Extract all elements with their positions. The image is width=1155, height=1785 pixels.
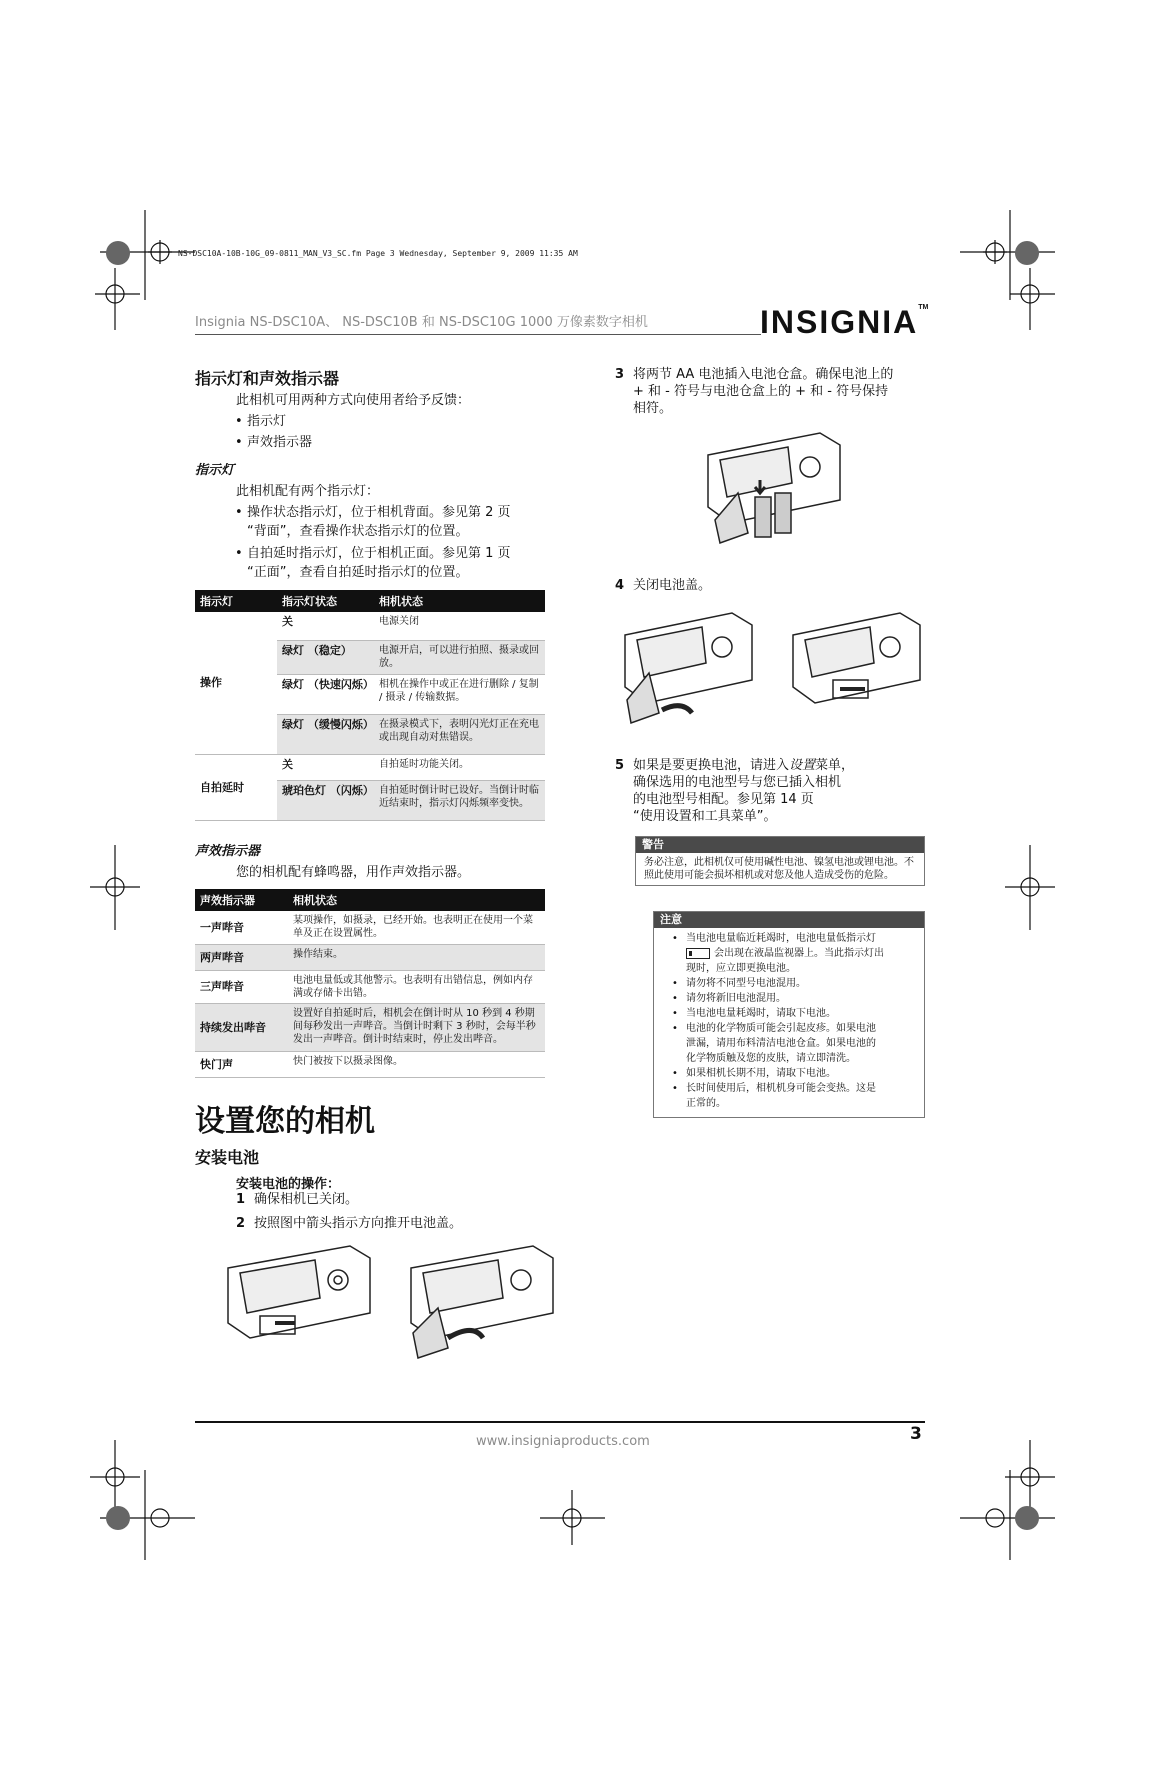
bullet-item: • 声效指示器	[247, 432, 312, 453]
table-row	[195, 1051, 545, 1077]
table-row	[195, 944, 545, 970]
table-header: 相机状态	[288, 889, 545, 911]
camera-state: 电源开启，可以进行拍照、摄录或回放。	[374, 640, 545, 674]
bullet-continuation: “背面”，查看操作状态指示灯的位置。	[247, 524, 469, 539]
procedure-title: 安装电池的操作：	[236, 1177, 341, 1192]
sound-name: 三声哔音	[195, 970, 288, 1003]
camera-state: 自拍延时功能关闭。	[374, 754, 545, 780]
step-5-line2: 确保选用的电池型号与您已插入相机	[633, 775, 842, 790]
step-3-line3: 相符。	[633, 401, 673, 416]
step-2: 2 按照图中箭头指示方向推开电池盖。	[236, 1216, 463, 1231]
subheading-lights: 指示灯	[195, 463, 235, 478]
note-item: • 请勿将不同型号电池混用。	[654, 976, 920, 991]
table-row	[195, 1003, 545, 1051]
camera-illustration-open-cover-2	[403, 1238, 558, 1363]
light-state: 绿灯 （缓慢闪烁）	[277, 714, 374, 754]
step-4: 4 关闭电池盖。	[615, 578, 712, 593]
warning-box	[635, 836, 925, 886]
warning-text: 务必注意，此相机仅可使用碱性电池、镍氢电池或锂电池。不照此使用可能会损坏相机或对您及他人造成受伤的危险。	[644, 857, 914, 881]
table-header: 指示灯	[195, 590, 277, 612]
lights-intro: 此相机配有两个指示灯：	[236, 484, 380, 499]
note-item: • 长时间使用后，相机机身可能会变热。这是 正常的。	[654, 1081, 920, 1111]
camera-state: 在摄录模式下，表明闪光灯正在充电或出现自动对焦错误。	[374, 714, 545, 754]
sound-desc: 电池电量低或其他警示。也表明有出错信息，例如内存满或存储卡出错。	[288, 970, 545, 1003]
bullet-item: • 操作状态指示灯，位于相机背面。参见第 2 页	[247, 502, 511, 523]
footer-url: www.insigniaproducts.com	[476, 1434, 650, 1449]
note-item: • 如果相机长期不用，请取下电池。	[654, 1066, 920, 1081]
group-label: 自拍延时	[195, 754, 277, 820]
step-1: 1 确保相机已关闭。	[236, 1192, 359, 1207]
table-header: 指示灯状态	[277, 590, 374, 612]
light-state: 关	[277, 612, 374, 640]
bullet-item: • 指示灯	[247, 411, 286, 432]
section-intro: 此相机可用两种方式向使用者给予反馈：	[236, 393, 471, 408]
bullet-item: • 自拍延时指示灯，位于相机正面。参见第 1 页	[247, 543, 511, 564]
sound-desc: 某项操作，如摄录，已经开始。也表明正在使用一个菜单及正在设置属性。	[288, 911, 545, 944]
table-row	[195, 970, 545, 1003]
header-rule	[195, 334, 761, 335]
step-3: 3 将两节 AA 电池插入电池仓盒。确保电池上的	[615, 367, 894, 382]
table-header: 相机状态	[374, 590, 545, 612]
camera-illustration-close-cover-1	[617, 605, 757, 730]
step-5: 5 如果是要更换电池，请进入设置菜单，	[615, 758, 855, 773]
table-row	[195, 612, 545, 640]
camera-state: 自拍延时倒计时已设好。当倒计时临近结束时，指示灯闪烁频率变快。	[374, 780, 545, 820]
battery-low-icon	[686, 948, 710, 959]
footer-rule	[195, 1421, 925, 1423]
sound-name: 快门声	[195, 1051, 288, 1077]
section-title-setup: 设置您的相机	[195, 1104, 375, 1139]
camera-illustration-insert-batteries	[700, 425, 845, 550]
step-5-line4: “使用设置和工具菜单”。	[633, 809, 777, 824]
sound-name: 一声哔音	[195, 911, 288, 944]
camera-state: 电源关闭	[374, 612, 545, 640]
subheading-sound: 声效指示器	[195, 844, 261, 859]
subheading-install-battery: 安装电池	[195, 1148, 260, 1167]
table-row	[195, 754, 545, 780]
sound-table	[195, 889, 545, 1078]
note-item: • 电池的化学物质可能会引起皮疹。如果电池 泄漏，请用布料清洁电池仓盒。如果电池的 化学物质触及您的皮肤，请立即清洗。	[654, 1021, 920, 1066]
insignia-logo: INSIGNIA™	[760, 304, 929, 340]
sound-desc: 设置好自拍延时后，相机会在倒计时从 10 秒到 4 秒期间每秒发出一声哔音。当倒计时剩下 3 秒时，会每半秒发出一声哔音。倒计时结束时，停止发出哔音。	[288, 1003, 545, 1051]
note-item: • 请勿将新旧电池混用。	[654, 991, 920, 1006]
header-title: Insignia NS-DSC10A、 NS-DSC10B 和 NS-DSC10G 1000 万像素数字相机	[195, 315, 648, 330]
sound-desc: 快门被按下以摄录图像。	[288, 1051, 545, 1077]
sound-desc: 操作结束。	[288, 944, 545, 970]
sound-name: 持续发出哔音	[195, 1003, 288, 1051]
light-state: 绿灯 （稳定）	[277, 640, 374, 674]
note-box	[653, 911, 925, 1118]
print-slug: NS-DSC10A-10B-10G_09-0811_MAN_V3_SC.fm Page 3 Wednesday, September 9, 2009 11:35 AM	[178, 249, 578, 258]
table-row	[195, 911, 545, 944]
sound-name: 两声哔音	[195, 944, 288, 970]
light-state: 关	[277, 754, 374, 780]
note-item: • 当电池电量临近耗竭时，电池电量低指示灯 会出现在液晶监视器上。当此指示灯出 现时，应立即更换电池。	[654, 931, 920, 976]
camera-illustration-open-cover-1	[220, 1238, 375, 1353]
bullet-continuation: “正面”，查看自拍延时指示灯的位置。	[247, 565, 469, 580]
lights-table	[195, 590, 545, 821]
step-3-line2: + 和 - 符号与电池仓盒上的 + 和 - 符号保持	[633, 384, 889, 399]
note-item: • 当电池电量耗竭时，请取下电池。	[654, 1006, 920, 1021]
sound-intro: 您的相机配有蜂鸣器，用作声效指示器。	[236, 865, 471, 880]
camera-illustration-close-cover-2	[785, 605, 925, 720]
warning-title: 警告	[636, 837, 924, 853]
page-number: 3	[910, 1424, 922, 1444]
note-title: 注意	[654, 912, 924, 928]
group-label: 操作	[195, 612, 277, 754]
camera-state: 相机在操作中或正在进行删除 / 复制 / 摄录 / 传输数据。	[374, 674, 545, 714]
step-5-line3: 的电池型号相配。参见第 14 页	[633, 792, 814, 807]
section-title-indicators: 指示灯和声效指示器	[195, 369, 340, 388]
table-header: 声效指示器	[195, 889, 288, 911]
light-state: 绿灯 （快速闪烁）	[277, 674, 374, 714]
light-state: 琥珀色灯 （闪烁）	[277, 780, 374, 820]
